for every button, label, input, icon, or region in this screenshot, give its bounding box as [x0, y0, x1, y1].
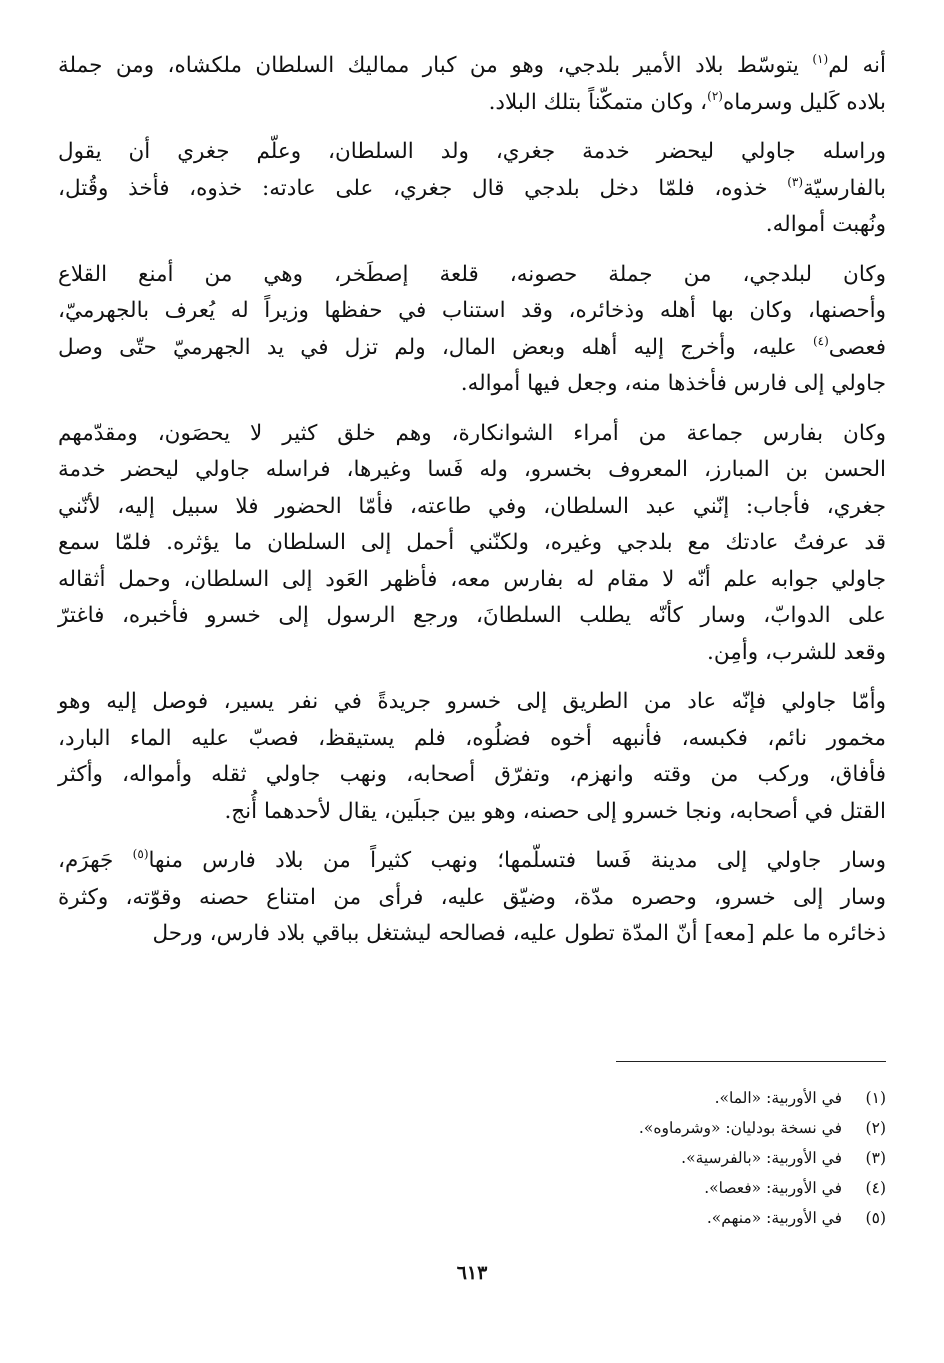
line-text: ، وكان متمكّناً بتلك البلاد.: [488, 89, 708, 115]
text-line: [58, 293, 886, 330]
line-text: جَهرَم،: [58, 848, 133, 873]
footnote-number: (١): [865, 1089, 886, 1107]
footnote-ref: (١): [812, 52, 829, 66]
footnote: [386, 1083, 886, 1113]
line-text: بالفارسيّة: [803, 175, 886, 201]
line-text: فعصى: [828, 334, 886, 360]
footnote: [386, 1173, 886, 1203]
text-line: [58, 366, 886, 403]
text-line: [58, 85, 886, 122]
line-text: خذوه، فلمّا دخل بلدجي قال جغري، على عادته: خذوه، فأخذ وقُتل،: [58, 175, 788, 201]
footnote-ref: (٥): [132, 847, 149, 861]
line-text: أنه لم: [828, 53, 886, 78]
footnote-text: في الأوربية: «فعصا».: [704, 1179, 842, 1197]
line-text: بلاده كَليل وسرماه: [722, 89, 886, 115]
footnote-text: في الأوربية: «الما».: [714, 1089, 842, 1107]
page-body: [58, 48, 886, 966]
footnote-divider: [616, 1061, 886, 1062]
line-text: القتل في أصحابه، ونجا خسرو إلى حصنه، وهو بين جبلَين، يقال لأحدهما أُنج.: [224, 798, 886, 824]
paragraph: [58, 843, 886, 953]
text-line: [58, 721, 886, 758]
line-text: وكان لبلدجي، من جملة حصونه، قلعة إصطَخر، وهي من أمنع القلاع: [58, 261, 886, 287]
line-text: جغري، فأجاب: إنّني عبد السلطان، وفي طاعته، فأمّا الحضور فلا سبيل إليه، لأنّني: [58, 493, 886, 519]
line-text: عليه، وأخرج إليه أهله وبعض المال، ولم تزل في يد الجهرميّ حتّى وصل: [58, 334, 813, 360]
line-text: جاولي جوابه علم أنّه لا مقام له بفارس معه، فأظهر العَود إلى السلطان، وحمل أثقاله: [58, 566, 886, 592]
paragraph: [58, 257, 886, 403]
footnote-number: (٥): [865, 1209, 886, 1227]
footnote-number: (٣): [865, 1149, 886, 1167]
text-line: [58, 880, 886, 917]
footnote-text: في نسخة بودليان: «وشرماوه».: [638, 1119, 842, 1137]
line-text: على الدوابّ، وسار كأنّه يطلب السلطانَ، ورجع الرسول إلى خسرو فأخبره، فاغترّ: [58, 603, 886, 628]
text-line: [58, 525, 886, 562]
footnote-text: في الأوربية: «منهم».: [706, 1209, 842, 1227]
footnotes: [386, 1083, 886, 1233]
text-line: [58, 416, 886, 453]
text-line: [58, 562, 886, 599]
footnote-number: (٢): [865, 1119, 886, 1137]
line-text: وقعد للشرب، وأمِن.: [707, 639, 886, 665]
text-line: [58, 489, 886, 526]
footnote-ref: (٤): [812, 333, 829, 348]
line-text: يتوسّط بلاد الأمير بلدجي، وهو من كبار مماليك السلطان ملكشاه، ومن جملة: [58, 53, 813, 78]
text-line: [58, 134, 886, 171]
footnote-number: (٤): [865, 1179, 886, 1197]
line-text: وراسله جاولي ليحضر خدمة جغري، ولد السلطان، وعلّم جغري أن يقول: [58, 139, 886, 164]
line-text: قد عرفتُ عادتك مع بلدجي وغيره، ولكنّني أحمل إلى السلطان ما يؤثره. فلمّا سمع: [58, 530, 886, 555]
line-text: ذخائره ما علم [معه] أنّ المدّة تطول عليه، فصالحه ليشتغل بباقي بلاد فارس، ورحل: [152, 921, 886, 946]
line-text: وكان بفارس جماعة من أمراء الشوانكارة، وهم خلق كثير لا يحصَون، ومقدّمهم: [58, 420, 886, 446]
text-line: [58, 207, 886, 244]
text-line: [58, 794, 886, 831]
line-text: وأحصنها، وكان بها أهله وذخائره، وقد استناب في حفظها وزيراً له يُعرف بالجهرميّ،: [58, 298, 886, 323]
text-line: [58, 452, 886, 489]
paragraph: [58, 134, 886, 244]
line-text: ونُهبت أمواله.: [765, 212, 886, 237]
line-text: جاولي إلى فارس فأخذها منه، وجعل فيها أمواله.: [460, 371, 886, 396]
line-text: وأمّا جاولي فإنّه عاد من الطريق إلى خسرو جريدةً في نفر يسير، فوصل إليه وهو: [58, 689, 886, 714]
text-line: [58, 598, 886, 635]
text-line: [58, 843, 886, 880]
text-line: [58, 916, 886, 953]
page-number: ٦١٣: [456, 1262, 488, 1284]
text-line: [58, 48, 886, 85]
text-line: [58, 257, 886, 294]
paragraph: [58, 684, 886, 830]
text-line: [58, 330, 886, 367]
line-text: مخمور نائم، فكبسه، فأنبهه أخوه فضلُوه، فلم يستيقظ، فصبّ عليه الماء البارد،: [58, 725, 886, 751]
footnote-ref: (٣): [787, 174, 804, 189]
text-line: [58, 635, 886, 672]
footnote-text: في الأوربية: «بالفرسية».: [681, 1149, 842, 1167]
line-text: فأفاق، وركب من وقته وانهزم، وتفرّق أصحابه، ونهب جاولي ثقله وأمواله، وأكثر: [58, 762, 886, 787]
footnote-ref: (٢): [707, 88, 723, 103]
footnote: [386, 1203, 886, 1233]
paragraph: [58, 416, 886, 672]
text-line: [58, 757, 886, 794]
footnote: [386, 1143, 886, 1173]
footnote: [386, 1113, 886, 1143]
line-text: وسار جاولي إلى مدينة فَسا فتسلّمها؛ ونهب كثيراً من بلاد فارس منها: [148, 848, 886, 873]
text-line: [58, 684, 886, 721]
line-text: وسار إلى خسرو، وحصره مدّة، وضيّق عليه، فرأى من امتناع حصنه وقوّته، وكثرة: [58, 884, 886, 910]
line-text: الحسن بن المبارز، المعروف بخسرو، وله فَسا وغيرها، فراسله جاولي ليحضر خدمة: [58, 457, 886, 482]
text-line: [58, 171, 886, 208]
paragraph: [58, 48, 886, 121]
